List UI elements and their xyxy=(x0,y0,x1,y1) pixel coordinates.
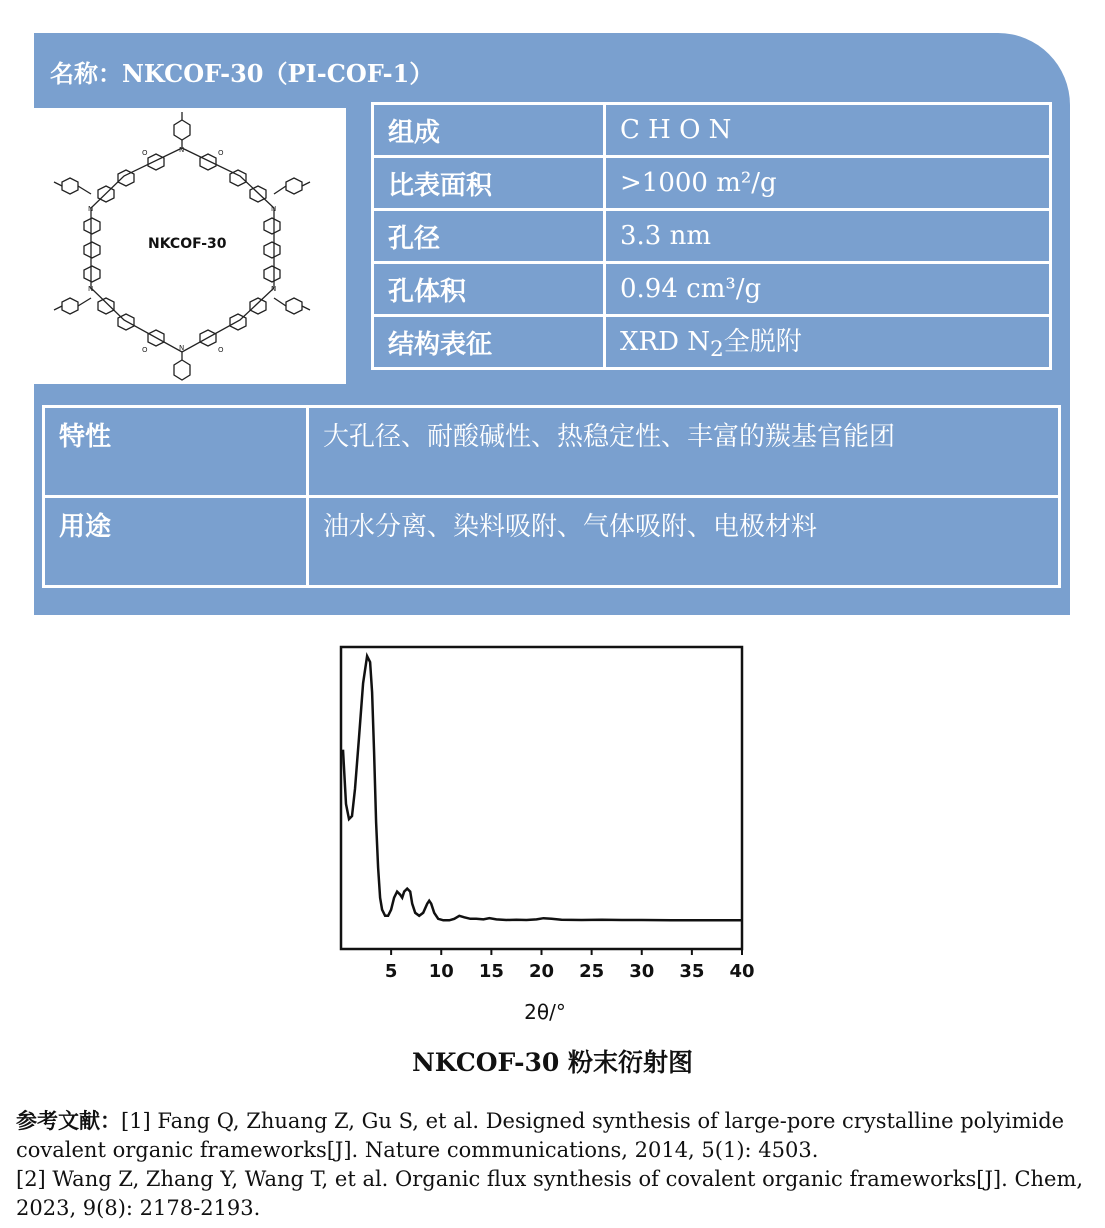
atom-label: N xyxy=(179,344,185,352)
property-key: 组成 xyxy=(373,104,605,157)
reference-item: [2] Wang Z, Zhang Y, Wang T, et al. Organic flux synthesis of covalent organic frameworks[J]. Chem, 2023, 9(8): 2178-2193. xyxy=(16,1167,1084,1220)
property-value: C H O N xyxy=(605,104,1051,157)
x-tick-label: 5 xyxy=(384,961,398,982)
uses-value: 油水分离、染料吸附、气体吸附、电极材料 xyxy=(308,497,1060,587)
value-text: XRD N xyxy=(620,327,710,358)
page-title: 名称：NKCOF-30（PI-COF-1） xyxy=(50,59,434,88)
x-tick-label: 30 xyxy=(629,961,655,982)
uses-key: 用途 xyxy=(44,497,308,587)
plot-frame xyxy=(341,647,742,949)
atom-label: O xyxy=(218,346,224,354)
x-tick-label: 15 xyxy=(478,961,504,982)
property-key: 比表面积 xyxy=(373,157,605,210)
atom-label: N xyxy=(88,205,94,213)
x-tick-label: 10 xyxy=(428,961,454,982)
atom-label: N xyxy=(271,205,277,213)
property-key: 结构表征 xyxy=(373,316,605,369)
atom-label: N xyxy=(88,285,94,293)
structure-label: NKCOF-30 xyxy=(148,236,227,252)
atom-label: O xyxy=(142,149,148,157)
x-tick-label: 40 xyxy=(729,961,755,982)
figure-caption: NKCOF-30 粉末衍射图 xyxy=(411,1048,694,1077)
property-key: 孔径 xyxy=(373,210,605,263)
atom-label: O xyxy=(142,346,148,354)
atom-label: N xyxy=(179,146,185,154)
atom-label: O xyxy=(218,149,224,157)
x-axis-label: 2θ/° xyxy=(524,1000,566,1024)
property-key: 孔体积 xyxy=(373,263,605,316)
property-value: 3.3 nm xyxy=(605,210,1051,263)
property-value: >1000 m²/g xyxy=(605,157,1051,210)
series-line xyxy=(343,656,742,920)
value-subscript: 2 xyxy=(709,337,724,363)
references-label: 参考文献： xyxy=(16,1108,121,1133)
features-value: 大孔径、耐酸碱性、热稳定性、丰富的羰基官能团 xyxy=(308,407,1060,497)
features-key: 特性 xyxy=(44,407,308,497)
x-tick-label: 20 xyxy=(528,961,555,982)
x-tick-label: 25 xyxy=(579,961,605,982)
references xyxy=(16,1106,1096,1223)
reference-item: [1] Fang Q, Zhuang Z, Gu S, et al. Designed synthesis of large-pore crystalline polyimide covalent organic frameworks[J]. Nature communications, 2014, 5(1): 4503. xyxy=(16,1109,1065,1162)
value-text: 全脱附 xyxy=(723,327,802,358)
x-tick-label: 35 xyxy=(679,961,705,982)
atom-label: N xyxy=(271,285,277,293)
property-value: 0.94 cm³/g xyxy=(605,263,1051,316)
